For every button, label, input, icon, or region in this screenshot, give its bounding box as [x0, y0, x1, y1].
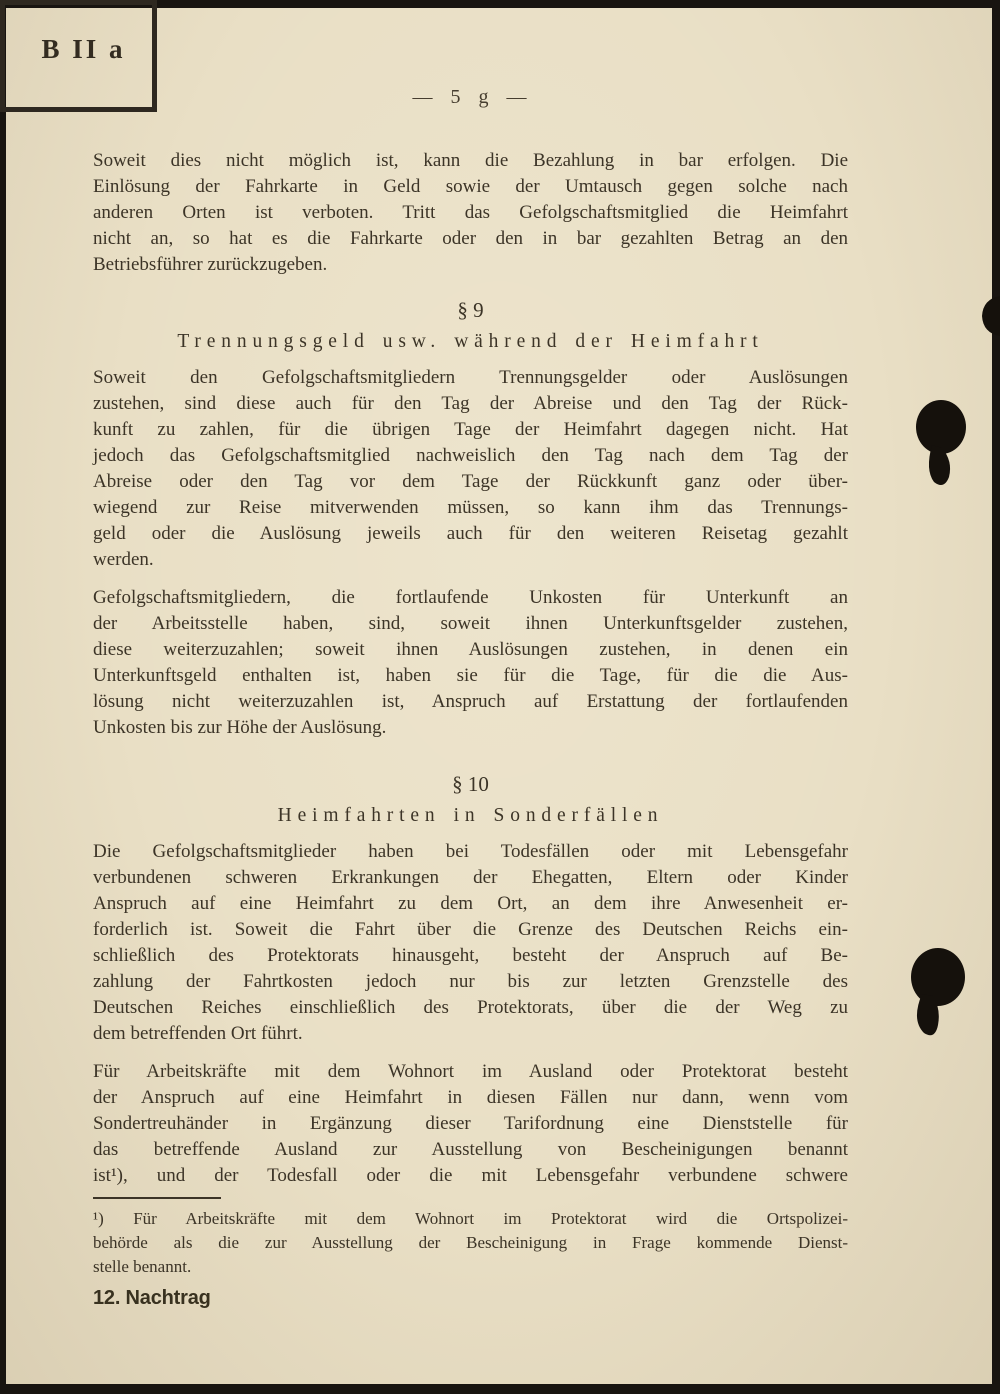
ink-blot-upper-right [916, 400, 966, 454]
text-line: wiegend zur Reise mitverwenden müssen, so kann ihm das Trennungs- [93, 497, 848, 518]
text-line: werden. [93, 549, 154, 570]
text-line: anderen Orten ist verboten. Tritt das Gefolgschaftsmitglied die Heimfahrt [93, 202, 848, 223]
text-line: zahlung der Fahrtkosten jedoch nur bis zur letzten Grenzstelle des [93, 971, 848, 992]
ink-blot-lower-right-tail [917, 994, 939, 1035]
ink-blot-lower-right [911, 948, 965, 1006]
section-9 [93, 297, 848, 741]
text-line: Soweit den Gefolgschaftsmitgliedern Trennungsgelder oder Auslösungen [93, 367, 848, 388]
text-line: der Anspruch auf eine Heimfahrt in diesen Fällen nur dann, wenn vom [93, 1087, 848, 1108]
intro-paragraph [93, 148, 848, 278]
scan-edge-right [992, 0, 1000, 1394]
text-line: Gefolgschaftsmitgliedern, die fortlaufende Unkosten für Unterkunft an [93, 587, 848, 608]
text-line: stelle benannt. [93, 1257, 192, 1276]
text-line: Soweit dies nicht möglich ist, kann die Bezahlung in bar erfolgen. Die [93, 150, 848, 171]
section-10 [93, 771, 848, 1189]
text-line: lösung nicht weiterzuzahlen ist, Anspruch auf Erstattung der fortlaufenden [93, 691, 848, 712]
text-line: forderlich ist. Soweit die Fahrt über die Grenze des Deutschen Reichs ein- [93, 919, 848, 940]
text-line: nicht an, so hat es die Fahrkarte oder den in bar gezahlten Betrag an den [93, 228, 848, 249]
text-line: Sondertreuhänder in Ergänzung dieser Tarifordnung eine Dienststelle für [93, 1113, 848, 1134]
footer-label: 12. Nachtrag [93, 1287, 211, 1309]
text-line: Für Arbeitskräfte mit dem Wohnort im Ausland oder Protektorat besteht [93, 1061, 848, 1082]
text-line: Betriebsführer zurückzugeben. [93, 254, 328, 275]
text-line: zustehen, sind diese auch für den Tag der Abreise und den Tag der Rück- [93, 393, 848, 414]
scan-edge-bottom [0, 1384, 1000, 1394]
text-line: schließlich des Protektorats hinausgeht, besteht der Anspruch auf Be- [93, 945, 848, 966]
section-10-number: § 10 [452, 772, 489, 796]
text-line: Unkosten bis zur Höhe der Auslösung. [93, 717, 387, 738]
text-line: Deutschen Reiches einschließlich des Protektorats, über die der Weg zu [93, 997, 848, 1018]
section-10-paragraph-1 [93, 839, 848, 1047]
footnote-rule [93, 1197, 221, 1199]
text-line: geld oder die Auslösung jeweils auch für den weiteren Reisetag gezahlt [93, 523, 848, 544]
section-9-title: Trennungsgeld usw. während der Heimfahrt [177, 331, 764, 352]
footnote [93, 1207, 848, 1279]
text-line: Unterkunftsgeld enthalten ist, haben sie für die Tage, für die die Aus- [93, 665, 848, 686]
text-line: behörde als die zur Ausstellung der Bescheinigung in Frage kommende Dienst- [93, 1233, 848, 1252]
text-line: ist¹), und der Todesfall oder die mit Lebensgefahr verbundene schwere [93, 1165, 848, 1186]
text-line: ¹) Für Arbeitskräfte mit dem Wohnort im Protektorat wird die Ortspolizei- [93, 1209, 848, 1228]
page-number: — 5 g — [412, 86, 529, 108]
scan-edge-left [0, 0, 6, 1394]
text-line: Abreise oder den Tag vor dem Tage der Rückkunft ganz oder über- [93, 471, 848, 492]
text-line: das betreffende Ausland zur Ausstellung von Bescheinigungen benannt [93, 1139, 848, 1160]
section-10-paragraph-2 [93, 1059, 848, 1189]
text-line: verbundenen schweren Erkrankungen der Ehegatten, Eltern oder Kinder [93, 867, 848, 888]
text-line: Einlösung der Fahrkarte in Geld sowie der Umtausch gegen solche nach [93, 176, 848, 197]
text-line: Die Gefolgschaftsmitglieder haben bei Todesfällen oder mit Lebensgefahr [93, 841, 848, 862]
text-line: jedoch das Gefolgschaftsmitglied nachweislich den Tag nach dem Tag der [93, 445, 848, 466]
text-line: diese weiterzuzahlen; soweit ihnen Auslösungen zustehen, in denen ein [93, 639, 848, 660]
text-line: Anspruch auf eine Heimfahrt zu dem Ort, an dem ihre Anwesenheit er- [93, 893, 848, 914]
text-line: kunft zu zahlen, für die übrigen Tage der Heimfahrt dagegen nicht. Hat [93, 419, 848, 440]
text-line: dem betreffenden Ort führt. [93, 1023, 303, 1044]
page-content [93, 148, 848, 1310]
section-9-number: § 9 [457, 298, 484, 322]
section-9-paragraph-2 [93, 585, 848, 741]
text-line: der Arbeitsstelle haben, sind, soweit ihnen Unterkunftsgelder zustehen, [93, 613, 848, 634]
ink-blot-upper-right-tail [929, 445, 950, 485]
section-10-title: Heimfahrten in Sonderfällen [277, 805, 664, 826]
section-9-paragraph-1 [93, 365, 848, 573]
classification-label: B II a [41, 33, 126, 64]
